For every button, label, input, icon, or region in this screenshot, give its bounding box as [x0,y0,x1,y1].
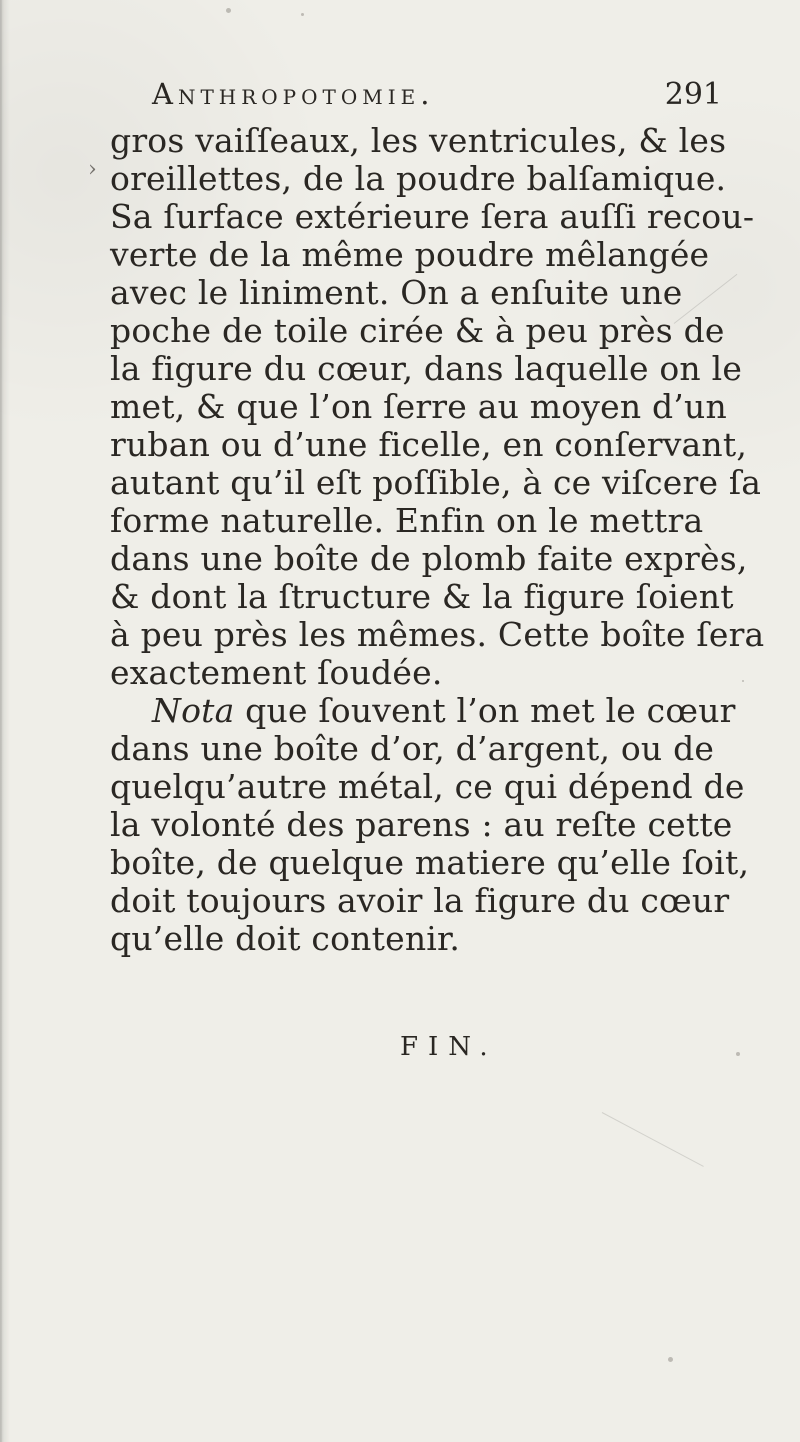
page-binding-shadow [0,0,10,1442]
text-line: gros vaiſſeaux, les ventricules, & les [110,121,727,160]
text-line: ruban ou d’une ficelle, en conſervant, [110,425,748,464]
paper-crease [602,1112,704,1167]
text-line: Sa ſurface extérieure ſera auſſi recou- [110,197,755,236]
margin-mark: › [88,157,97,182]
body-text [110,121,765,958]
nota-text-line: boîte, de quelque matiere qu’elle ſoit, [110,843,750,882]
text-line: autant qu’il eſt poſſible, à ce viſcere ſa [110,463,762,502]
text-line: met, & que l’on ſerre au moyen d’un [110,387,727,426]
text-line: dans une boîte de plomb faite exprès, [110,539,748,578]
running-header [152,77,722,111]
text-line: poche de toile cirée & à peu près de [110,311,725,350]
paper-speck [736,1052,740,1056]
running-title: Anthropotomie. [152,77,435,111]
nota-text-line: quelqu’autre métal, ce qui dépend de [110,767,745,806]
paper-speck [742,680,744,682]
text-line: & dont la ſtructure & la figure ſoient [110,577,734,616]
nota-first-line-text: que ſouvent l’on met le cœur [234,691,736,730]
nota-text-line: dans une boîte d’or, d’argent, ou de [110,729,715,768]
page-number: 291 [664,77,722,112]
text-line: forme naturelle. Enfin on le mettra [110,501,704,540]
nota-text-line: qu’elle doit contenir. [110,919,461,958]
text-line: la figure du cœur, dans laquelle on le [110,349,743,388]
text-line: oreillettes, de la poudre balſamique. [110,159,727,198]
paper-speck [301,13,304,16]
nota-text-line: la volonté des parens : au reſte cette [110,805,733,844]
text-line: exactement ſoudée. [110,653,443,692]
nota-label: Nota [152,691,235,730]
text-line: verte de la même poudre mêlangée [110,235,710,274]
text-line: à peu près les mêmes. Cette boîte ſera [110,615,765,654]
text-line: avec le liniment. On a enſuite une [110,273,683,312]
paper-speck [668,1357,673,1362]
paper-speck [226,8,231,13]
nota-text-line: doit toujours avoir la figure du cœur [110,881,730,920]
nota-first-line [110,692,740,730]
ending-fin: FIN. [400,1032,498,1062]
